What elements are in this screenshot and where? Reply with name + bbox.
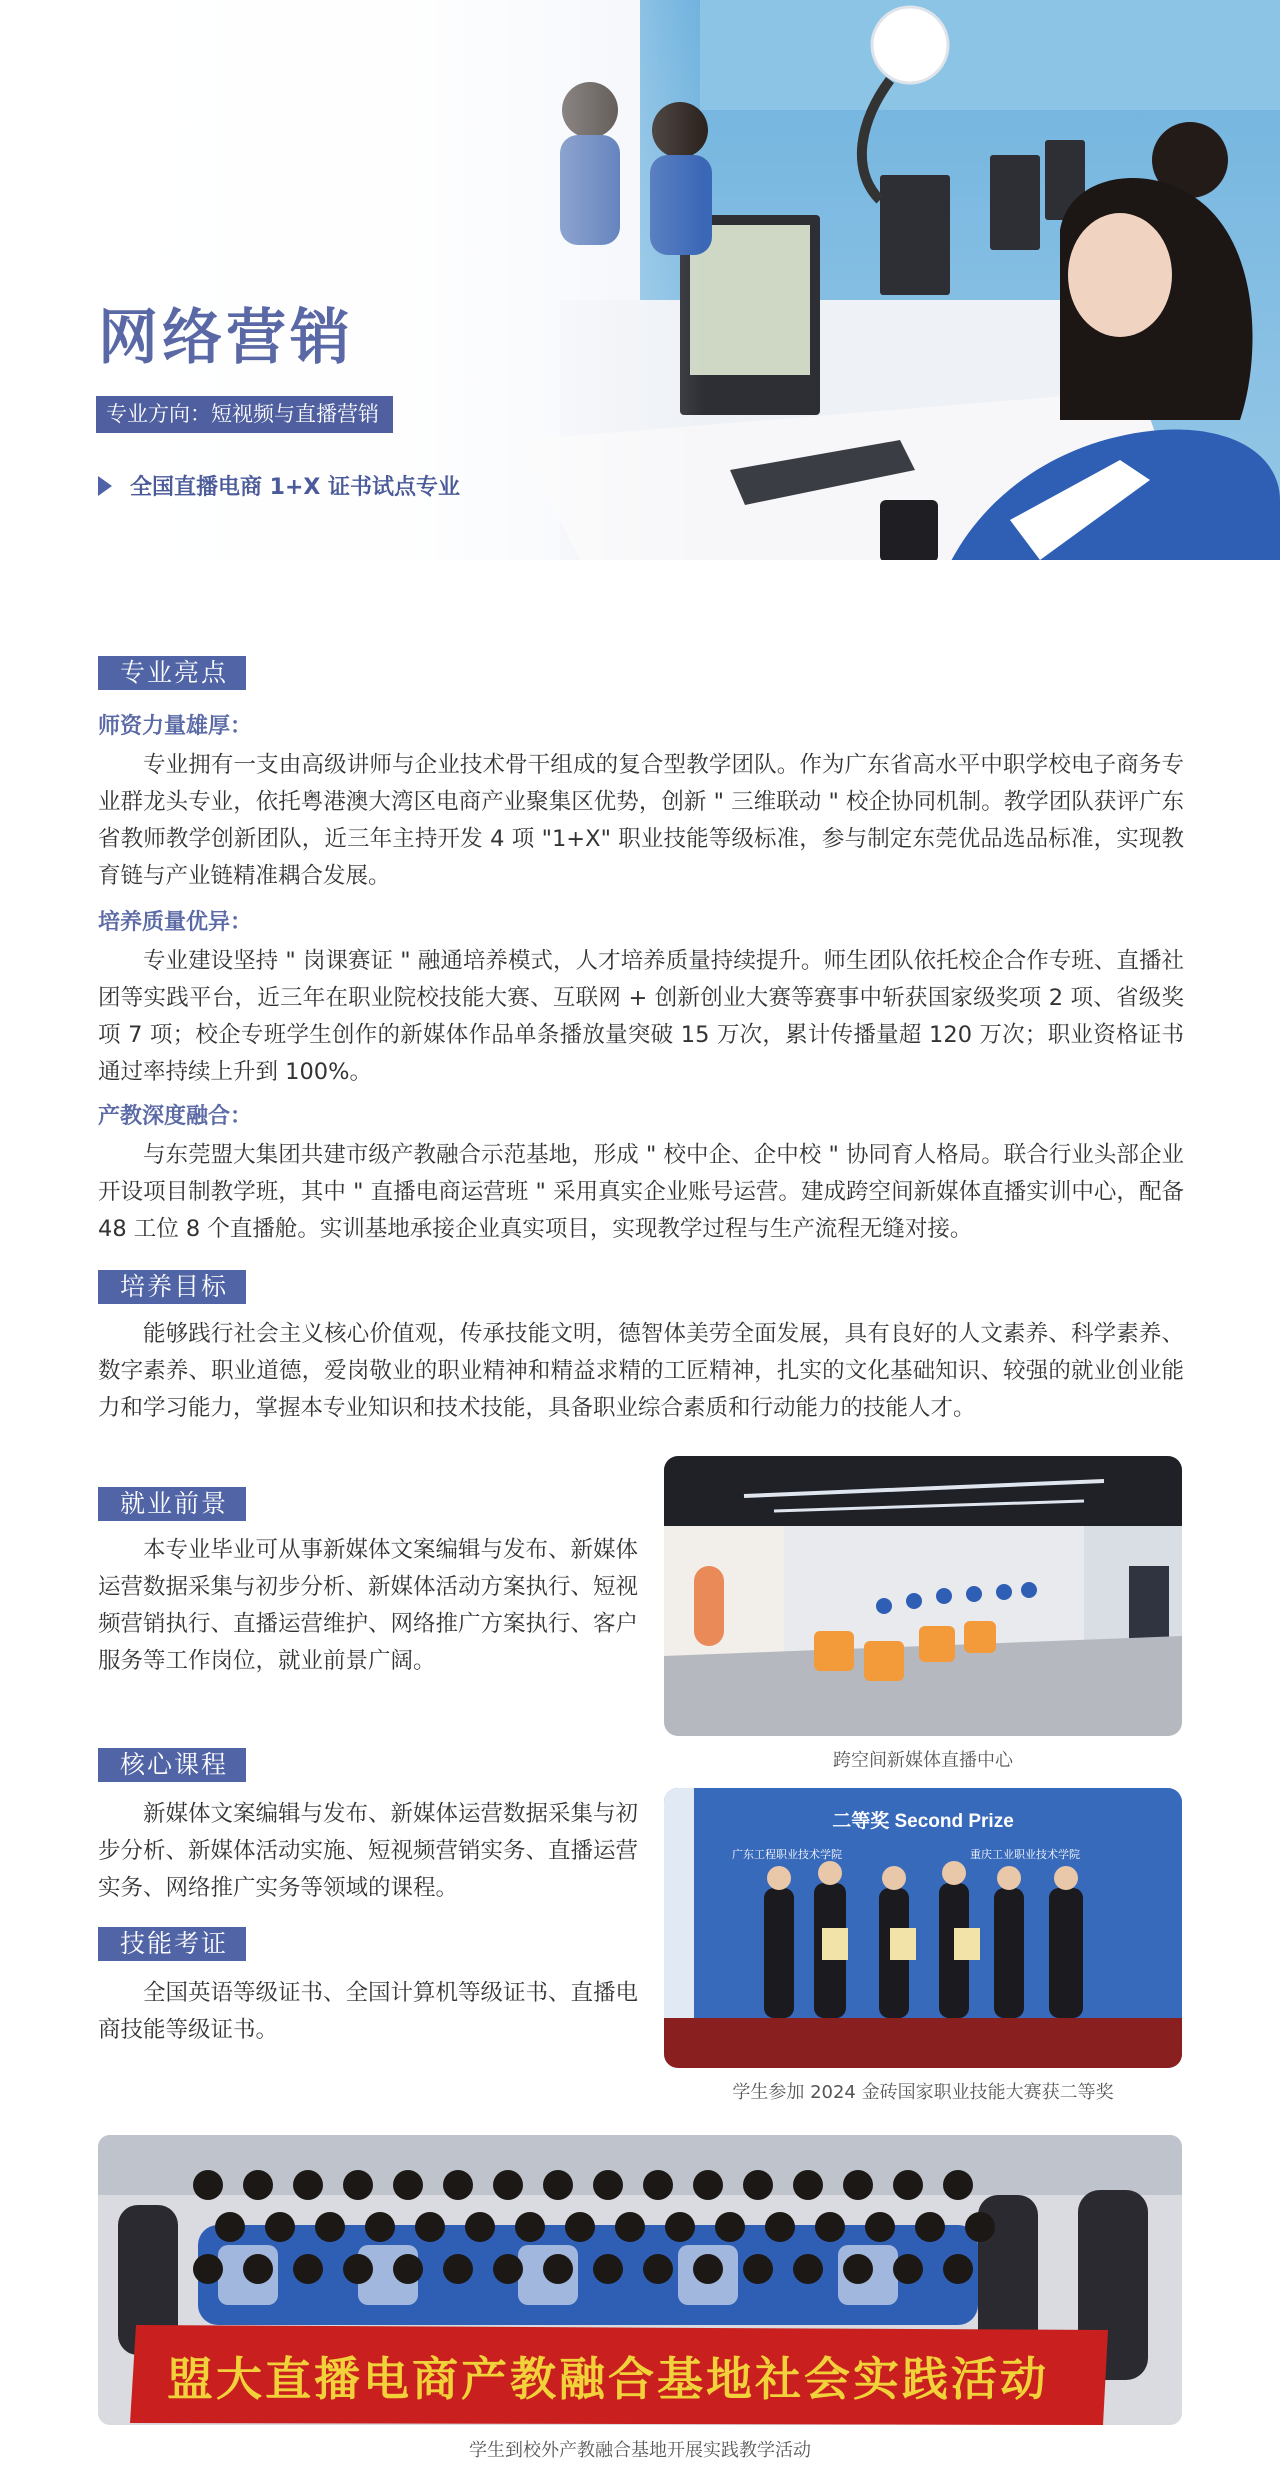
person-head [543,2254,573,2284]
person-head [365,2212,395,2242]
person-head [965,2212,995,2242]
award-photo [664,1788,1182,2068]
person-head [493,2254,523,2284]
person-head [193,2254,223,2284]
person-head [643,2170,673,2200]
person-head [243,2254,273,2284]
page-title: 网络营销 [98,303,354,373]
person-head [515,2212,545,2242]
person-head [693,2170,723,2200]
person-head [943,2254,973,2284]
person-head [765,2212,795,2242]
person-head [443,2254,473,2284]
section-tag-careers: 就业前景 [98,1487,246,1521]
person-head [893,2170,923,2200]
person-head [743,2254,773,2284]
play-triangle-icon [98,476,112,496]
banner-text: 盟大直播电商产教融合基地社会实践活动 [167,2352,1049,2406]
person-head [865,2212,895,2242]
studio-photo [664,1456,1182,1736]
person-head [293,2170,323,2200]
person-head [543,2170,573,2200]
person-head [343,2170,373,2200]
person-head [843,2254,873,2284]
person-head [443,2170,473,2200]
person-head [743,2170,773,2200]
section-tag-certs: 技能考证 [98,1927,246,1961]
award-school-2: 重庆工业职业技术学院 [970,1849,1080,1861]
person-head [665,2212,695,2242]
person-head [265,2212,295,2242]
paragraph-goals: 能够践行社会主义核心价值观，传承技能文明，德智体美劳全面发展，具有良好的人文素养、科学素养、数字素养、职业道德，爱岗敬业的职业精神和精益求精的工匠精神，扎实的文化基础知识、较强的就业创业能力和学习能力，掌握本专业知识和技术技能，具备职业综合素质和行动能力的技能人才。 [98,1321,1184,1421]
person-head [393,2170,423,2200]
subhead-teachers: 师资力量雄厚： [98,714,253,739]
award-photo-caption: 学生参加 2024 金砖国家职业技能大赛获二等奖 [732,2082,1114,2103]
person-head [893,2254,923,2284]
person-head [643,2254,673,2284]
studio-photo-caption: 跨空间新媒体直播中心 [833,1750,1013,1771]
award-school-1: 广东工程职业技术学院 [732,1849,842,1861]
person-head [415,2212,445,2242]
person-head [615,2212,645,2242]
person-head [215,2212,245,2242]
section-tag-goals: 培养目标 [98,1270,246,1304]
subhead-quality: 培养质量优异： [98,910,253,935]
person-head [843,2170,873,2200]
person-head [693,2254,723,2284]
group-photo [98,2135,1182,2425]
person-head [293,2254,323,2284]
pilot-major-text: 全国直播电商 1+X 证书试点专业 [130,475,461,500]
hero-section [0,0,1280,620]
paragraph-integration: 与东莞盟大集团共建市级产教融合示范基地，形成 " 校中企、企中校 " 协同育人格局。联合行业头部企业开设项目制教学班，其中 " 直播电商运营班 " 采用真实企业账号运营。建成跨空间新媒体直播实训中心，配备 48 工位 8 个直播舱。实训基地承接企业真实项目，实现教学过程与生产流程无缝对接。 [98,1142,1184,1242]
paragraph-certs: 全国英语等级证书、全国计算机等级证书、直播电商技能等级证书。 [98,1980,639,2043]
studio-photo-image [664,1456,1182,1736]
section-tag-courses: 核心课程 [98,1748,246,1782]
person-head [343,2254,373,2284]
paragraph-quality: 专业建设坚持 " 岗课赛证 " 融通培养模式，人才培养质量持续提升。师生团队依托校企合作专班、直播社团等实践平台，近三年在职业院校技能大赛、互联网 + 创新创业大赛等赛事中斩获国家级奖项 2 项、省级奖项 7 项；校企专班学生创作的新媒体作品单条播放量突破 15 万次，累计传播量超 120 万次；职业资格证书通过率持续上升到 100%。 [98,948,1184,1085]
person-head [793,2254,823,2284]
paragraph-teachers: 专业拥有一支由高级讲师与企业技术骨干组成的复合型教学团队。作为广东省高水平中职学校电子商务专业群龙头专业，依托粤港澳大湾区电商产业聚集区优势，创新 " 三维联动 " 校企协同机制。教学团队获评广东省教师教学创新团队，近三年主持开发 4 项 "1+X" 职业技能等级标准，参与制定东莞优品选品标准，实现教育链与产业链精准耦合发展。 [98,752,1184,889]
award-title: 二等奖 Second Prize [832,1811,1014,1832]
subhead-integration: 产教深度融合： [98,1104,253,1129]
section-tag-highlights: 专业亮点 [98,656,246,690]
person-head [915,2212,945,2242]
person-head [593,2170,623,2200]
person-head [393,2254,423,2284]
person-head [493,2170,523,2200]
person-head [815,2212,845,2242]
group-photo-caption: 学生到校外产教融合基地开展实践教学活动 [469,2440,811,2461]
person-head [193,2170,223,2200]
pilot-major-line [98,470,460,501]
person-head [243,2170,273,2200]
person-head [465,2212,495,2242]
person-head [715,2212,745,2242]
paragraph-careers: 本专业毕业可从事新媒体文案编辑与发布、新媒体运营数据采集与初步分析、新媒体活动方案执行、短视频营销执行、直播运营维护、网络推广方案执行、客户服务等工作岗位，就业前景广阔。 [98,1537,639,1674]
person-head [315,2212,345,2242]
paragraph-courses: 新媒体文案编辑与发布、新媒体运营数据采集与初步分析、新媒体活动实施、短视频营销实务、直播运营实务、网络推广实务等领域的课程。 [98,1801,639,1901]
person-head [565,2212,595,2242]
person-head [593,2254,623,2284]
person-head [793,2170,823,2200]
person-head [943,2170,973,2200]
major-direction-label: 专业方向：短视频与直播营销 [96,396,393,433]
